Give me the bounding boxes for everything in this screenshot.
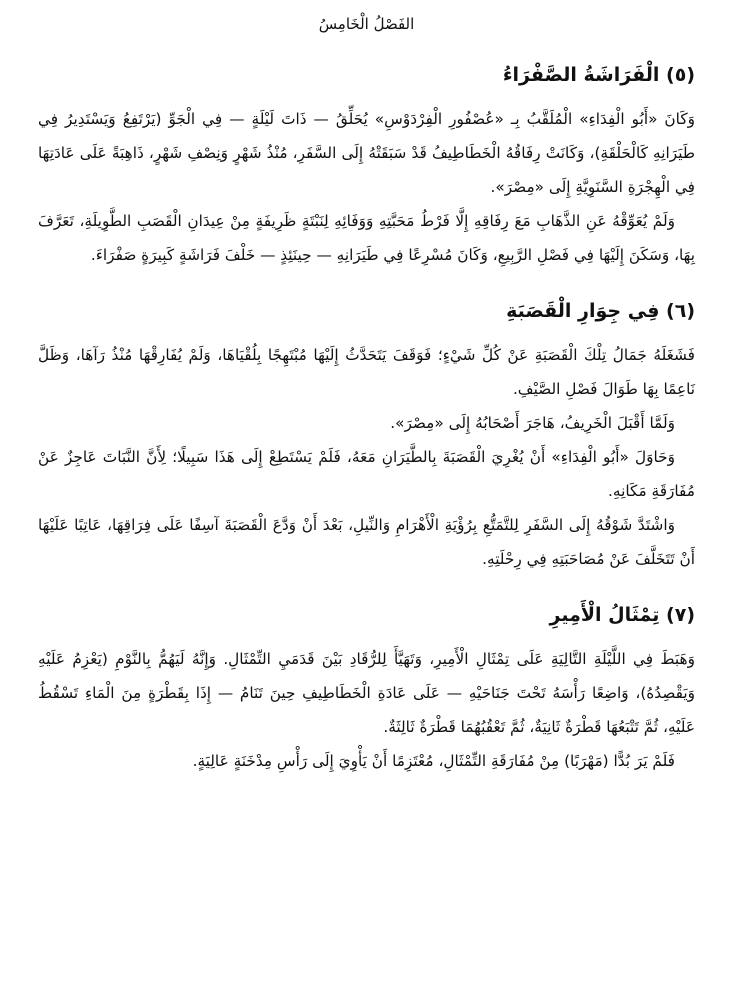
paragraph: وَاشْتَدَّ شَوْقُهُ إِلَى السَّفَرِ لِلتَّمَتُّعِ بِرُؤْيَةِ الْأَهْرَامِ وَالنِّيلِ، بَعْدَ أَنْ وَدَّعَ الْقَصَبَةَ آسِفًا عَلَى فِرَاقِهَا، عَاتِبًا عَلَيْهَا أَنْ تَتَخَلَّفَ عَنْ مُصَاحَبَتِهِ فِي رِحْلَتِهِ. [38, 516, 695, 568]
chapter-running-header: الفَصْلُ الْخَامِسُ [318, 15, 415, 33]
paragraph: فَشَغَلَهُ جَمَالُ تِلْكَ الْقَصَبَةِ عَنْ كُلِّ شَيْءٍ؛ فَوَقَفَ يَتَحَدَّثُ إِلَيْهَا مُبْتَهِجًا بِلُقْيَاهَا، وَلَمْ يُفَارِقْهَا مُنْذُ رَآهَا، وَظَلَّ نَاعِمًا بِهَا طَوَالَ فَصْلِ الصَّيْفِ. [38, 346, 695, 398]
paragraph: وَحَاوَلَ «أَبُو الْفِدَاءِ» أَنْ يُغْرِيَ الْقَصَبَةَ بِالطَّيَرَانِ مَعَهُ، فَلَمْ يَسْتَطِعْ إِلَى هَذَا سَبِيلًا؛ لِأَنَّ النَّبَاتَ عَاجِزٌ عَنْ مُفَارَقَةِ مَكَانِهِ. [38, 448, 695, 500]
paragraph: فَلَمْ يَرَ بُدًّا (مَهْرَبًا) مِنْ مُفَارَقَةِ التِّمْثَالِ، مُعْتَزِمًا أَنْ يَأْوِيَ إِلَى رَأْسِ مِدْخَنَةٍ عَالِيَةٍ. [192, 752, 675, 770]
section-7 [38, 600, 695, 778]
paragraph: وَلَمْ يُعَوِّقْهُ عَنِ الذَّهَابِ مَعَ رِفَاقِهِ إِلَّا فَرْطُ مَحَبَّتِهِ وَوَفَائِهِ لِنَبْتَةٍ ظَرِيفَةٍ مِنْ عِيدَانِ الْقَصَبِ الطَّوِيلَةِ، تَعَرَّفَ بِهَا، وَسَكَنَ إِلَيْهَا فِي فَصْلِ الرَّبِيعِ، وَكَانَ مُسْرِعًا فِي طَيَرَانِهِ — حِينَئِذٍ — خَلْفَ فَرَاشَةٍ كَبِيرَةٍ صَفْرَاءَ. [38, 212, 695, 264]
section-5 [38, 60, 695, 272]
paragraph: وَكَانَ «أَبُو الْفِدَاءِ» الْمُلَقَّبُ بِـ «عُصْفُورِ الْفِرْدَوْسِ» يُحَلِّقُ — ذَاتَ لَيْلَةٍ — فِي الْجَوِّ (يَرْتَفِعُ وَيَسْتَدِيرُ فِي طَيَرَانِهِ كَالْحَلْقَةِ)، وَكَانَتْ رِفَاقُهُ الْخَطَاطِيفُ قَدْ سَبَقَتْهُ إِلَى السَّفَرِ، مُنْذُ شَهْرٍ وَنِصْفِ شَهْرٍ، ذَاهِبَةً عَلَى عَادَتِهَا فِي الْهِجْرَةِ السَّنَوِيَّةِ إِلَى «مِصْرَ». [38, 110, 695, 196]
paragraph: وَهَبَطَ فِي اللَّيْلَةِ التَّالِيَةِ عَلَى تِمْثَالِ الْأَمِيرِ، وَتَهَيَّأَ لِلرُّقَادِ بَيْنَ قَدَمَيِ التِّمْثَالِ. وَإِنَّهُ لَيَهُمُّ بِالنَّوْمِ (يَعْزِمُ عَلَيْهِ وَيَقْصِدُهُ)، وَاضِعًا رَأْسَهُ تَحْتَ جَنَاحَيْهِ — عَلَى عَادَةِ الْخَطَاطِيفِ حِينَ تَنَامُ — إِذَا بِقَطْرَةٍ مِنَ الْمَاءِ تَسْقُطُ عَلَيْهِ، ثُمَّ تَتْبَعُهَا قَطْرَةٌ ثَانِيَةٌ، ثُمَّ تَعْقُبُهُمَا قَطْرَةٌ ثَالِثَةٌ. [38, 650, 695, 736]
paragraph: وَلَمَّا أَقْبَلَ الْخَرِيفُ، هَاجَرَ أَصْحَابُهُ إِلَى «مِصْرَ». [390, 414, 675, 432]
section-heading: (٥) الْفَرَاشَةُ الصَّفْرَاءُ [502, 64, 695, 86]
section-heading: (٧) تِمْثَالُ الْأَمِيرِ [549, 604, 695, 626]
section-heading: (٦) فِي جِوَارِ الْقَصَبَةِ [506, 300, 695, 322]
section-6 [38, 296, 695, 576]
